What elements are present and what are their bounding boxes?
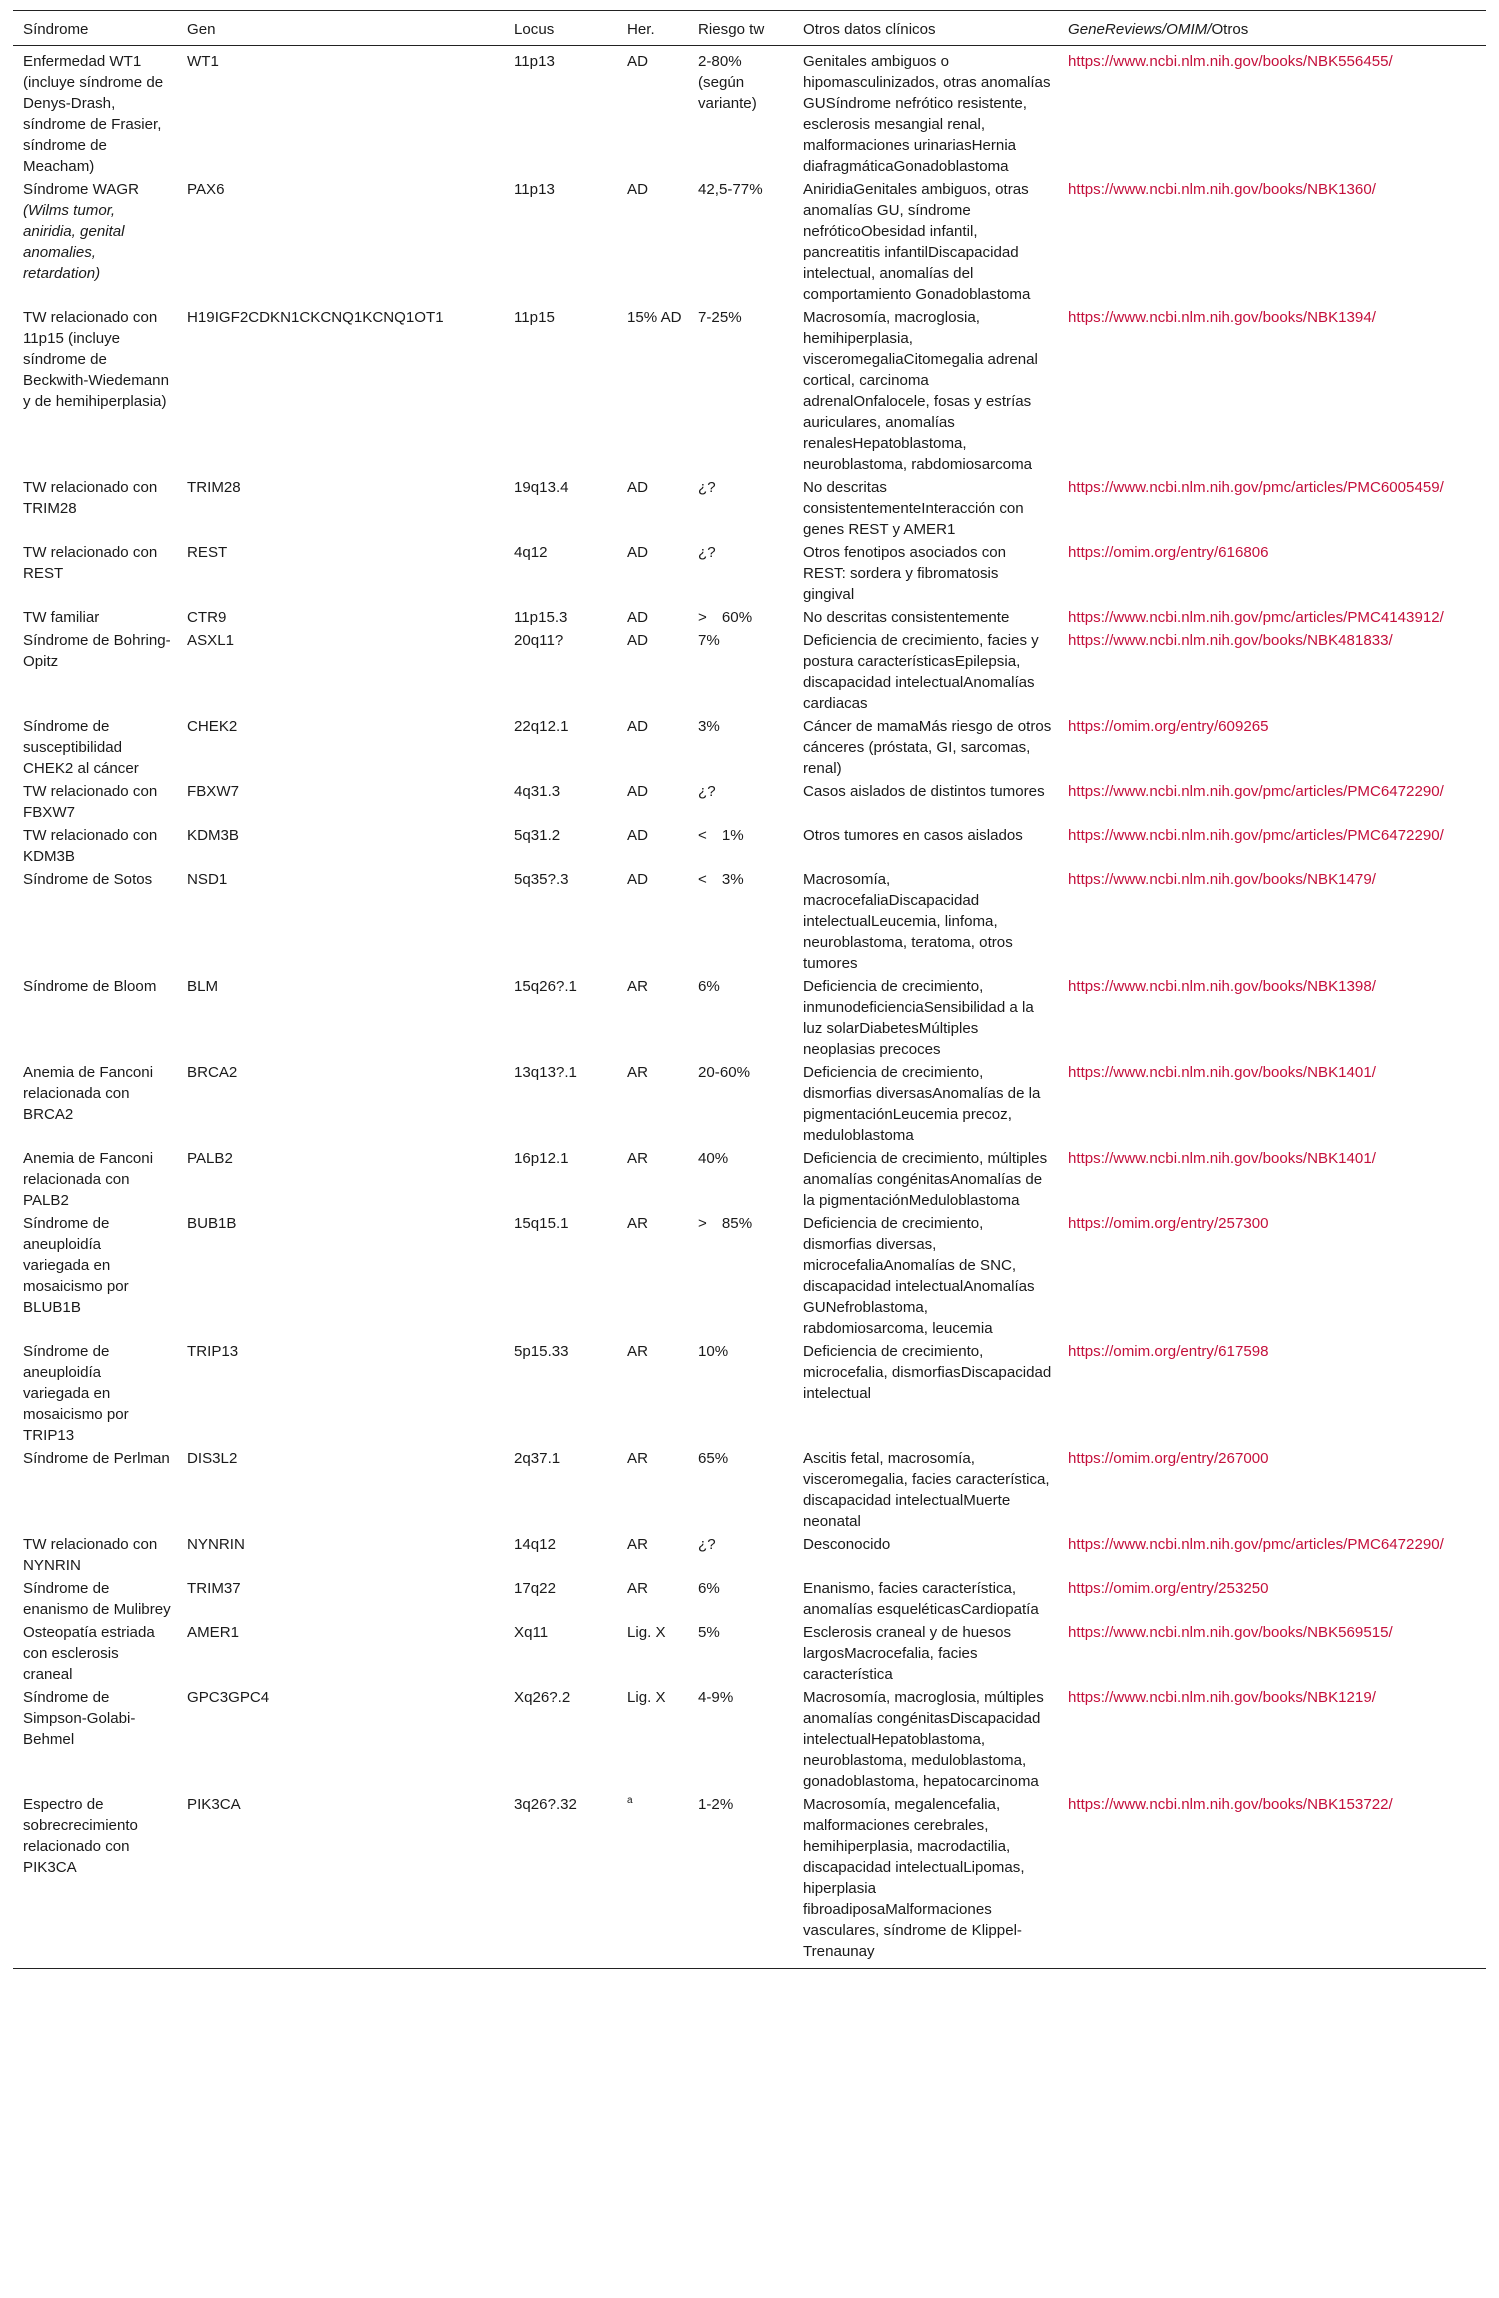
cell-risk: > 85% — [698, 1215, 753, 1232]
cell-reference — [1058, 46, 1486, 178]
inheritance-value: AR — [627, 1536, 648, 1553]
cell-risk: ¿? — [698, 1536, 716, 1553]
syndrome-name: Síndrome de aneuploidía variegada en mosaicismo por TRIP13 — [23, 1343, 129, 1444]
cell-locus: 14q12 — [514, 1536, 556, 1553]
cell-reference — [1058, 1792, 1486, 1969]
cell-syndrome — [13, 605, 177, 628]
cell-gene: BUB1B — [187, 1215, 237, 1232]
table-row — [13, 974, 1486, 1060]
inheritance-value: AD — [627, 783, 648, 800]
cell-locus: 13q13?.1 — [514, 1064, 577, 1081]
table-row — [13, 1211, 1486, 1339]
cell-locus: 17q22 — [514, 1580, 556, 1597]
footnote-marker: a — [627, 1794, 633, 1806]
inheritance-value: AD — [627, 871, 648, 888]
syndrome-name: Síndrome de Perlman — [23, 1450, 170, 1467]
reference-link[interactable]: https://www.ncbi.nlm.nih.gov/books/NBK153722/ — [1068, 1796, 1393, 1813]
cell-locus: Xq26?.2 — [514, 1689, 571, 1706]
cell-syndrome — [13, 475, 177, 540]
reference-link[interactable]: https://www.ncbi.nlm.nih.gov/books/NBK1401/ — [1068, 1064, 1376, 1081]
inheritance-value: AD — [627, 827, 648, 844]
cell-reference — [1058, 305, 1486, 475]
cell-locus: 11p15.3 — [514, 609, 568, 626]
cell-gene: CHEK2 — [187, 718, 238, 735]
table-row — [13, 823, 1486, 867]
inheritance-value: AD — [627, 609, 648, 626]
syndrome-name: TW relacionado con TRIM28 — [23, 479, 158, 517]
genetic-syndromes-table-container — [13, 10, 1486, 1969]
cell-gene: AMER1 — [187, 1624, 240, 1641]
table-row — [13, 1060, 1486, 1146]
cell-gene: KDM3B — [187, 827, 240, 844]
inheritance-value: AR — [627, 1150, 648, 1167]
cell-clinical: Deficiencia de crecimiento, inmunodeficienciaSensibilidad a la luz solarDiabetesMúltiples neoplasias precoces — [803, 978, 1034, 1058]
cell-clinical: Macrosomía, megalencefalia, malformaciones cerebrales, hemihiperplasia, macrodactilia, discapacidad intelectualLipomas, hiperplasia fibroadiposaMalformaciones vasculares, síndrome de Klippel-Trenaunay — [803, 1796, 1025, 1960]
cell-clinical: Deficiencia de crecimiento, dismorfias diversasAnomalías de la pigmentaciónLeucemia precoz, meduloblastoma — [803, 1064, 1041, 1144]
reference-link[interactable]: https://www.ncbi.nlm.nih.gov/books/NBK556455/ — [1068, 53, 1393, 70]
cell-reference — [1058, 1339, 1486, 1446]
cell-inheritance — [617, 779, 688, 823]
table-row — [13, 46, 1486, 178]
cell-locus: Xq11 — [514, 1624, 549, 1641]
cell-reference — [1058, 1146, 1486, 1211]
reference-link[interactable]: https://omim.org/entry/617598 — [1068, 1343, 1269, 1360]
reference-link[interactable]: https://www.ncbi.nlm.nih.gov/books/NBK1360/ — [1068, 181, 1376, 198]
table-row — [13, 714, 1486, 779]
table-row — [13, 1532, 1486, 1576]
cell-syndrome — [13, 867, 177, 974]
cell-inheritance — [617, 1620, 688, 1685]
cell-gene: NSD1 — [187, 871, 228, 888]
cell-gene: WT1 — [187, 53, 219, 70]
cell-risk: 40% — [698, 1150, 729, 1167]
inheritance-value: Lig. X — [627, 1689, 666, 1706]
inheritance-value: AR — [627, 1215, 648, 1232]
cell-gene: REST — [187, 544, 228, 561]
cell-inheritance — [617, 1446, 688, 1532]
cell-risk: < 3% — [698, 871, 744, 888]
cell-inheritance — [617, 867, 688, 974]
cell-gene: FBXW7 — [187, 783, 239, 800]
inheritance-value: AR — [627, 978, 648, 995]
syndrome-name: TW relacionado con FBXW7 — [23, 783, 158, 821]
cell-gene: PALB2 — [187, 1150, 233, 1167]
cell-syndrome — [13, 1532, 177, 1576]
cell-reference — [1058, 1446, 1486, 1532]
cell-risk: 6% — [698, 1580, 720, 1597]
cell-inheritance — [617, 1339, 688, 1446]
syndrome-name: Síndrome WAGR — [23, 181, 140, 198]
inheritance-value: 15% AD — [627, 309, 682, 326]
reference-link[interactable]: https://www.ncbi.nlm.nih.gov/books/NBK1401/ — [1068, 1150, 1376, 1167]
cell-syndrome — [13, 1620, 177, 1685]
inheritance-value: AD — [627, 718, 648, 735]
cell-inheritance — [617, 823, 688, 867]
cell-inheritance — [617, 1532, 688, 1576]
reference-link[interactable]: https://omim.org/entry/616806 — [1068, 544, 1269, 561]
cell-clinical: Deficiencia de crecimiento, dismorfias diversas, microcefaliaAnomalías de SNC, discapacidad intelectualAnomalías GUNefroblastoma, rabdomiosarcoma, leucemia — [803, 1215, 1035, 1337]
header-locus: Locus — [514, 21, 555, 38]
cell-locus: 11p13 — [514, 53, 555, 70]
reference-link[interactable]: https://www.ncbi.nlm.nih.gov/books/NBK481833/ — [1068, 632, 1393, 649]
reference-link[interactable]: https://www.ncbi.nlm.nih.gov/books/NBK569515/ — [1068, 1624, 1393, 1641]
syndrome-name: Anemia de Fanconi relacionada con PALB2 — [23, 1150, 154, 1209]
cell-gene: NYNRIN — [187, 1536, 245, 1553]
cell-syndrome — [13, 46, 177, 178]
inheritance-value: AD — [627, 53, 648, 70]
table-row — [13, 1620, 1486, 1685]
syndrome-name: TW relacionado con 11p15 (incluye síndrome de Beckwith-Wiedemann y de hemihiperplasia) — [23, 309, 169, 410]
cell-inheritance — [617, 1146, 688, 1211]
table-row — [13, 1446, 1486, 1532]
syndrome-name: Síndrome de susceptibilidad CHEK2 al cáncer — [23, 718, 139, 777]
inheritance-value: AD — [627, 632, 648, 649]
cell-syndrome — [13, 823, 177, 867]
syndrome-name: Anemia de Fanconi relacionada con BRCA2 — [23, 1064, 154, 1123]
cell-gene: H19IGF2CDKN1CKCNQ1KCNQ1OT1 — [187, 309, 444, 326]
cell-locus: 16p12.1 — [514, 1150, 569, 1167]
header-gene: Gen — [187, 21, 216, 38]
table-row — [13, 177, 1486, 305]
cell-risk: 1-2% — [698, 1796, 734, 1813]
cell-reference — [1058, 779, 1486, 823]
cell-reference — [1058, 1060, 1486, 1146]
header-references-tail: Otros — [1211, 21, 1249, 38]
syndrome-name: Osteopatía estriada con esclerosis craneal — [23, 1624, 155, 1683]
reference-link[interactable]: https://omim.org/entry/253250 — [1068, 1580, 1269, 1597]
cell-gene: GPC3GPC4 — [187, 1689, 270, 1706]
table-row — [13, 1792, 1486, 1969]
cell-inheritance — [617, 177, 688, 305]
header-row — [13, 11, 1486, 46]
cell-inheritance — [617, 475, 688, 540]
cell-risk: 5% — [698, 1624, 720, 1641]
cell-clinical: No descritas consistentemente — [803, 609, 1010, 626]
reference-link[interactable]: https://www.ncbi.nlm.nih.gov/pmc/articles/PMC6472290/ — [1068, 827, 1444, 844]
table-row — [13, 475, 1486, 540]
cell-syndrome — [13, 1339, 177, 1446]
cell-syndrome — [13, 1685, 177, 1792]
cell-risk: 6% — [698, 978, 720, 995]
table-row — [13, 605, 1486, 628]
cell-inheritance — [617, 605, 688, 628]
cell-gene: ASXL1 — [187, 632, 234, 649]
cell-reference — [1058, 714, 1486, 779]
cell-gene: TRIM28 — [187, 479, 241, 496]
cell-reference — [1058, 540, 1486, 605]
cell-risk: ¿? — [698, 783, 716, 800]
syndrome-name: TW relacionado con KDM3B — [23, 827, 158, 865]
reference-link[interactable]: https://www.ncbi.nlm.nih.gov/books/NBK1219/ — [1068, 1689, 1376, 1706]
cell-clinical: Otros fenotipos asociados con REST: sordera y fibromatosis gingival — [803, 544, 1007, 603]
cell-reference — [1058, 1576, 1486, 1620]
cell-risk: < 1% — [698, 827, 744, 844]
cell-inheritance — [617, 305, 688, 475]
table-row — [13, 540, 1486, 605]
reference-link[interactable]: https://www.ncbi.nlm.nih.gov/pmc/articles/PMC6472290/ — [1068, 783, 1444, 800]
header-clinical: Otros datos clínicos — [803, 21, 936, 38]
cell-reference — [1058, 177, 1486, 305]
cell-inheritance — [617, 1211, 688, 1339]
cell-clinical: AniridiaGenitales ambiguos, otras anomalías GU, síndrome nefróticoObesidad infantil, pancreatitis infantilDiscapacidad intelectual, anomalías del comportamiento Gonadoblastoma — [803, 181, 1031, 303]
cell-clinical: No descritas consistentementeInteracción con genes REST y AMER1 — [803, 479, 1024, 538]
cell-locus: 2q37.1 — [514, 1450, 561, 1467]
cell-syndrome — [13, 1060, 177, 1146]
inheritance-value: AR — [627, 1450, 648, 1467]
cell-clinical: Otros tumores en casos aislados — [803, 827, 1023, 844]
header-risk: Riesgo tw — [698, 21, 765, 38]
cell-reference — [1058, 605, 1486, 628]
reference-link[interactable]: https://www.ncbi.nlm.nih.gov/pmc/articles/PMC6005459/ — [1068, 479, 1444, 496]
syndrome-name: Síndrome de Sotos — [23, 871, 153, 888]
cell-risk: ¿? — [698, 544, 716, 561]
inheritance-value: Lig. X — [627, 1624, 666, 1641]
cell-gene: BLM — [187, 978, 219, 995]
cell-risk: 7-25% — [698, 309, 742, 326]
syndrome-name: Síndrome de Simpson-Golabi-Behmel — [23, 1689, 136, 1748]
cell-syndrome — [13, 305, 177, 475]
cell-clinical: Enanismo, facies característica, anomalías esqueléticasCardiopatía — [803, 1580, 1039, 1618]
cell-syndrome — [13, 714, 177, 779]
cell-inheritance — [617, 46, 688, 178]
cell-reference — [1058, 1620, 1486, 1685]
cell-reference — [1058, 974, 1486, 1060]
cell-gene: BRCA2 — [187, 1064, 238, 1081]
cell-clinical: Deficiencia de crecimiento, facies y postura característicasEpilepsia, discapacidad intelectualAnomalías cardiacas — [803, 632, 1039, 712]
cell-locus: 11p13 — [514, 181, 555, 198]
table-row — [13, 867, 1486, 974]
cell-risk: 10% — [698, 1343, 729, 1360]
cell-gene: CTR9 — [187, 609, 227, 626]
cell-clinical: Deficiencia de crecimiento, microcefalia, dismorfiasDiscapacidad intelectual — [803, 1343, 1052, 1402]
cell-syndrome — [13, 628, 177, 714]
inheritance-value: AD — [627, 181, 648, 198]
cell-risk: 42,5-77% — [698, 181, 763, 198]
cell-syndrome — [13, 974, 177, 1060]
cell-reference — [1058, 628, 1486, 714]
cell-clinical: Macrosomía, macrocefaliaDiscapacidad intelectualLeucemia, linfoma, neuroblastoma, teratoma, otros tumores — [803, 871, 1013, 972]
cell-clinical: Deficiencia de crecimiento, múltiples anomalías congénitasAnomalías de la pigmentaciónMeduloblastoma — [803, 1150, 1048, 1209]
cell-locus: 11p15 — [514, 309, 555, 326]
cell-syndrome — [13, 1792, 177, 1969]
cell-reference — [1058, 867, 1486, 974]
inheritance-value: AD — [627, 544, 648, 561]
cell-locus: 5p15.33 — [514, 1343, 569, 1360]
cell-locus: 4q31.3 — [514, 783, 561, 800]
cell-clinical: Desconocido — [803, 1536, 891, 1553]
cell-clinical: Macrosomía, macroglosia, múltiples anomalías congénitasDiscapacidad intelectualHepatoblastoma, neuroblastoma, meduloblastoma, gonadoblastoma, hepatocarcinoma — [803, 1689, 1044, 1790]
table-header — [13, 11, 1486, 46]
table-row — [13, 1339, 1486, 1446]
cell-locus: 3q26?.32 — [514, 1796, 577, 1813]
syndrome-name: Enfermedad WT1 (incluye síndrome de Denys-Drash, síndrome de Frasier, síndrome de Meacham) — [23, 53, 164, 175]
cell-inheritance — [617, 1685, 688, 1792]
inheritance-value: AR — [627, 1580, 648, 1597]
cell-risk: 4-9% — [698, 1689, 734, 1706]
cell-gene: TRIP13 — [187, 1343, 239, 1360]
cell-gene: PIK3CA — [187, 1796, 241, 1813]
reference-link[interactable]: https://www.ncbi.nlm.nih.gov/pmc/articles/PMC6472290/ — [1068, 1536, 1444, 1553]
table-body — [13, 46, 1486, 1969]
cell-risk: > 60% — [698, 609, 753, 626]
table-row — [13, 1685, 1486, 1792]
reference-link[interactable]: https://omim.org/entry/257300 — [1068, 1215, 1269, 1232]
reference-link[interactable]: https://omim.org/entry/609265 — [1068, 718, 1269, 735]
inheritance-value: AR — [627, 1064, 648, 1081]
header-references — [1058, 11, 1486, 46]
cell-syndrome — [13, 779, 177, 823]
cell-inheritance — [617, 540, 688, 605]
syndrome-name: TW relacionado con REST — [23, 544, 158, 582]
reference-link[interactable]: https://omim.org/entry/267000 — [1068, 1450, 1269, 1467]
cell-clinical: Esclerosis craneal y de huesos largosMacrocefalia, facies característica — [803, 1624, 1012, 1683]
inheritance-value: AR — [627, 1343, 648, 1360]
cell-clinical: Cáncer de mamaMás riesgo de otros cánceres (próstata, GI, sarcomas, renal) — [803, 718, 1052, 777]
cell-inheritance — [617, 1792, 688, 1969]
cell-syndrome — [13, 1211, 177, 1339]
cell-risk: 3% — [698, 718, 720, 735]
cell-reference — [1058, 1685, 1486, 1792]
cell-reference — [1058, 1532, 1486, 1576]
syndrome-name: Síndrome de aneuploidía variegada en mosaicismo por BLUB1B — [23, 1215, 129, 1316]
cell-risk: 20-60% — [698, 1064, 751, 1081]
inheritance-value: AD — [627, 479, 648, 496]
header-references-italic: GeneReviews/OMIM/ — [1068, 21, 1212, 38]
cell-locus: 20q11? — [514, 632, 564, 649]
cell-locus: 15q15.1 — [514, 1215, 569, 1232]
reference-link[interactable]: https://www.ncbi.nlm.nih.gov/books/NBK1394/ — [1068, 309, 1376, 326]
cell-risk: 2-80% (según variante) — [698, 53, 757, 112]
cell-reference — [1058, 475, 1486, 540]
cell-inheritance — [617, 628, 688, 714]
header-syndrome: Síndrome — [23, 21, 89, 38]
syndrome-name: TW relacionado con NYNRIN — [23, 1536, 158, 1574]
table-row — [13, 1146, 1486, 1211]
cell-risk: ¿? — [698, 479, 716, 496]
cell-syndrome — [13, 1446, 177, 1532]
genetic-syndromes-table — [13, 10, 1486, 1969]
cell-risk: 7% — [698, 632, 720, 649]
cell-locus: 22q12.1 — [514, 718, 569, 735]
syndrome-name: Síndrome de Bloom — [23, 978, 157, 995]
cell-inheritance — [617, 714, 688, 779]
cell-syndrome — [13, 1146, 177, 1211]
cell-clinical: Macrosomía, macroglosia, hemihiperplasia, visceromegaliaCitomegalia adrenal cortical, carcinoma adrenalOnfalocele, fosas y estrías auriculares, anomalías renalesHepatoblastoma, neuroblastoma, rabdomiosarcoma — [803, 309, 1038, 473]
cell-gene: PAX6 — [187, 181, 225, 198]
cell-risk: 65% — [698, 1450, 729, 1467]
cell-clinical: Casos aislados de distintos tumores — [803, 783, 1045, 800]
syndrome-name: Síndrome de Bohring-Opitz — [23, 632, 171, 670]
cell-inheritance — [617, 974, 688, 1060]
cell-syndrome — [13, 1576, 177, 1620]
cell-locus: 19q13.4 — [514, 479, 569, 496]
cell-locus: 5q31.2 — [514, 827, 561, 844]
header-inheritance: Her. — [627, 21, 655, 38]
reference-link[interactable]: https://www.ncbi.nlm.nih.gov/pmc/articles/PMC4143912/ — [1068, 609, 1444, 626]
cell-inheritance — [617, 1060, 688, 1146]
cell-reference — [1058, 823, 1486, 867]
syndrome-note: (Wilms tumor, aniridia, genital anomalies, retardation) — [23, 202, 125, 282]
cell-syndrome — [13, 540, 177, 605]
table-row — [13, 779, 1486, 823]
cell-gene: DIS3L2 — [187, 1450, 238, 1467]
cell-inheritance — [617, 1576, 688, 1620]
cell-locus: 4q12 — [514, 544, 548, 561]
cell-gene: TRIM37 — [187, 1580, 241, 1597]
syndrome-name: TW familiar — [23, 609, 100, 626]
table-row — [13, 1576, 1486, 1620]
reference-link[interactable]: https://www.ncbi.nlm.nih.gov/books/NBK1479/ — [1068, 871, 1376, 888]
reference-link[interactable]: https://www.ncbi.nlm.nih.gov/books/NBK1398/ — [1068, 978, 1376, 995]
cell-syndrome — [13, 177, 177, 305]
cell-locus: 15q26?.1 — [514, 978, 577, 995]
cell-locus: 5q35?.3 — [514, 871, 569, 888]
table-row — [13, 628, 1486, 714]
syndrome-name: Síndrome de enanismo de Mulibrey — [23, 1580, 171, 1618]
cell-reference — [1058, 1211, 1486, 1339]
cell-clinical: Genitales ambiguos o hipomasculinizados, otras anomalías GUSíndrome nefrótico resistente, esclerosis mesangial renal, malformaciones urinariasHernia diafragmáticaGonadoblastoma — [803, 53, 1051, 175]
table-row — [13, 305, 1486, 475]
syndrome-name: Espectro de sobrecrecimiento relacionado con PIK3CA — [23, 1796, 138, 1876]
cell-clinical: Ascitis fetal, macrosomía, visceromegalia, facies característica, discapacidad intelectualMuerte neonatal — [803, 1450, 1050, 1530]
